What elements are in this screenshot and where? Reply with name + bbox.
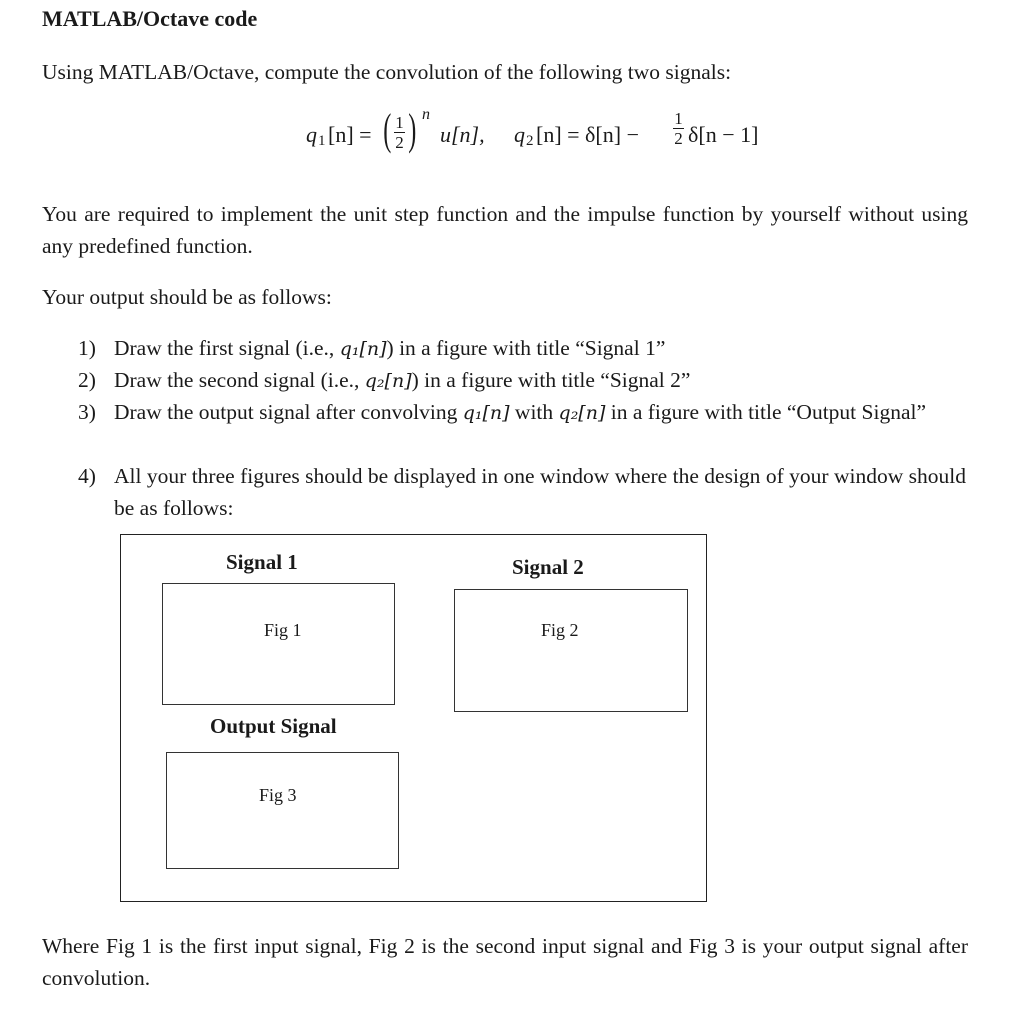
list-item: 3) Draw the output signal after convolving q₁[n] with q₂[n] in a figure with title “Output Signal” <box>78 400 927 424</box>
list-item: 2) Draw the second signal (i.e., q₂[n]) in a figure with title “Signal 2” <box>78 368 691 392</box>
q2-rhs-b: δ[n − 1] <box>688 122 759 147</box>
fraction-half: 1 2 <box>674 109 683 148</box>
right-paren: ) <box>408 105 417 154</box>
fig3-box <box>166 752 399 869</box>
fig1-box <box>162 583 395 705</box>
fig1-label: Fig 1 <box>264 620 302 640</box>
q1-symbol: q <box>306 122 317 147</box>
left-paren: ( <box>383 105 392 154</box>
list-item: 1) Draw the first signal (i.e., q₁[n]) in a figure with title “Signal 1” <box>78 336 666 360</box>
fig3-label: Fig 3 <box>259 785 297 805</box>
fraction-one-half: 1 2 <box>395 113 404 152</box>
list-item: 4) All your three figures should be displayed in one window where the design of your window should be as follows: <box>78 464 966 520</box>
fig2-box <box>454 589 688 712</box>
output-signal-title: Output Signal <box>210 714 337 738</box>
q2-subscript: 2 <box>526 133 534 149</box>
q2-symbol: q <box>514 122 525 147</box>
q1-arg: [n] = <box>328 122 372 147</box>
exponent: n <box>422 106 430 123</box>
closing-text: Where Fig 1 is the first input signal, Fig 2 is the second input signal and Fig 3 is your output signal after convolution. <box>42 934 968 990</box>
signal2-title: Signal 2 <box>512 555 584 579</box>
intro-text: Using MATLAB/Octave, compute the convolution of the following two signals: <box>42 60 732 84</box>
q1-subscript: 1 <box>318 133 326 149</box>
u-term: u[n], <box>440 122 485 147</box>
fig2-label: Fig 2 <box>541 620 579 640</box>
q2-rhs-a: [n] = δ[n] − <box>536 122 639 147</box>
signal-equation <box>0 100 1014 170</box>
signal1-title: Signal 1 <box>226 550 298 574</box>
page-heading: MATLAB/Octave code <box>42 6 258 31</box>
requirement-text: You are required to implement the unit step function and the impulse function by yourself without using any predefined function. <box>42 202 968 258</box>
output-intro-text: Your output should be as follows: <box>42 285 332 309</box>
